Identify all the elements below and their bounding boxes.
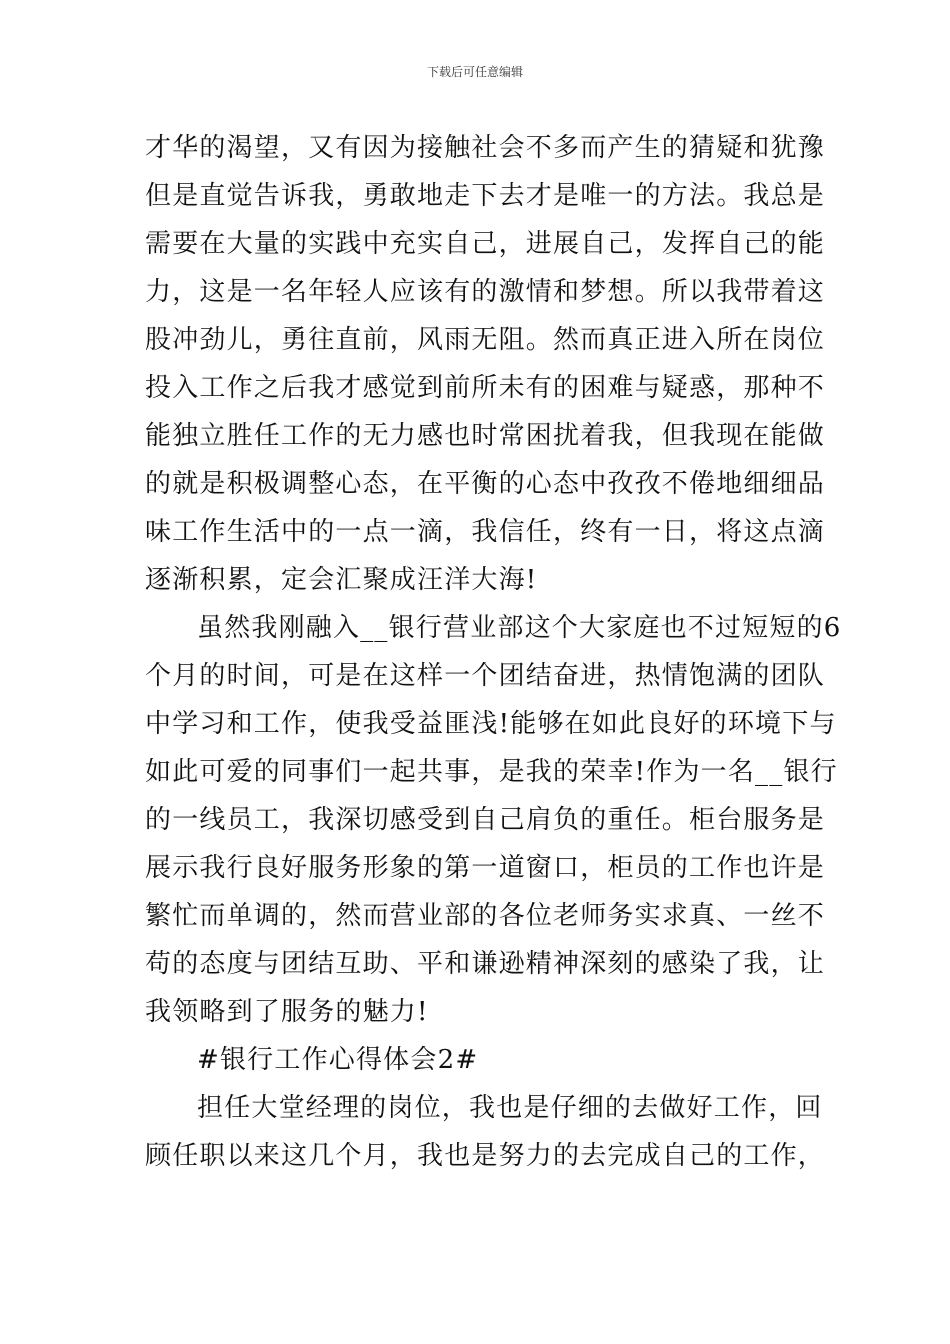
text-line: 中学习和工作，使我受益匪浅!能够在如此良好的环境下与 — [145, 709, 837, 739]
text-line: 顾任职以来这几个月，我也是努力的去完成自己的工作， — [145, 1141, 826, 1171]
paragraph-2 — [145, 604, 842, 1036]
text-line: 我领略到了服务的魅力! — [145, 997, 429, 1027]
text-line: 的就是积极调整心态，在平衡的心态中孜孜不倦地细细品 — [145, 469, 826, 499]
text-line: 如此可爱的同事们一起共事，是我的荣幸!作为一名__银行 — [145, 757, 838, 787]
text-line: 投入工作之后我才感觉到前所未有的困难与疑惑，那种不 — [145, 373, 826, 403]
text-line: 展示我行良好服务形象的第一道窗口，柜员的工作也许是 — [145, 853, 826, 883]
text-line: 逐渐积累，定会汇聚成汪洋大海! — [145, 565, 538, 595]
text-line: 力，这是一名年轻人应该有的激情和梦想。所以我带着这 — [145, 277, 826, 307]
document-body — [145, 124, 842, 1180]
text-line: 繁忙而单调的，然而营业部的各位老师务实求真、一丝不 — [145, 901, 826, 931]
text-line: 但是直觉告诉我，勇敢地走下去才是唯一的方法。我总是 — [145, 181, 826, 211]
text-line: 能独立胜任工作的无力感也时常困扰着我，但我现在能做 — [145, 421, 826, 451]
paragraph-1 — [145, 124, 826, 604]
text-line: 担任大堂经理的岗位，我也是仔细的去做好工作，回 — [197, 1093, 823, 1123]
page-header: 下载后可任意编辑 — [426, 65, 523, 79]
text-line: 才华的渴望，又有因为接触社会不多而产生的猜疑和犹豫 — [145, 133, 826, 163]
text-line: 虽然我刚融入__银行营业部这个大家庭也不过短短的6 — [197, 613, 842, 643]
text-line: 味工作生活中的一点一滴，我信任，终有一日，将这点滴 — [145, 517, 826, 547]
section-heading — [145, 1036, 815, 1084]
section-heading-text: #银行工作心得体会2# — [197, 1045, 479, 1075]
text-line: 的一线员工，我深切感受到自己肩负的重任。柜台服务是 — [145, 805, 826, 835]
text-line: 需要在大量的实践中充实自己，进展自己，发挥自己的能 — [145, 229, 826, 259]
paragraph-3 — [145, 1084, 826, 1180]
text-line: 个月的时间，可是在这样一个团结奋进，热情饱满的团队 — [145, 661, 826, 691]
text-line: 苟的态度与团结互助、平和谦逊精神深刻的感染了我，让 — [145, 949, 826, 979]
text-line: 股冲劲儿，勇往直前，风雨无阻。然而真正进入所在岗位 — [145, 325, 826, 355]
